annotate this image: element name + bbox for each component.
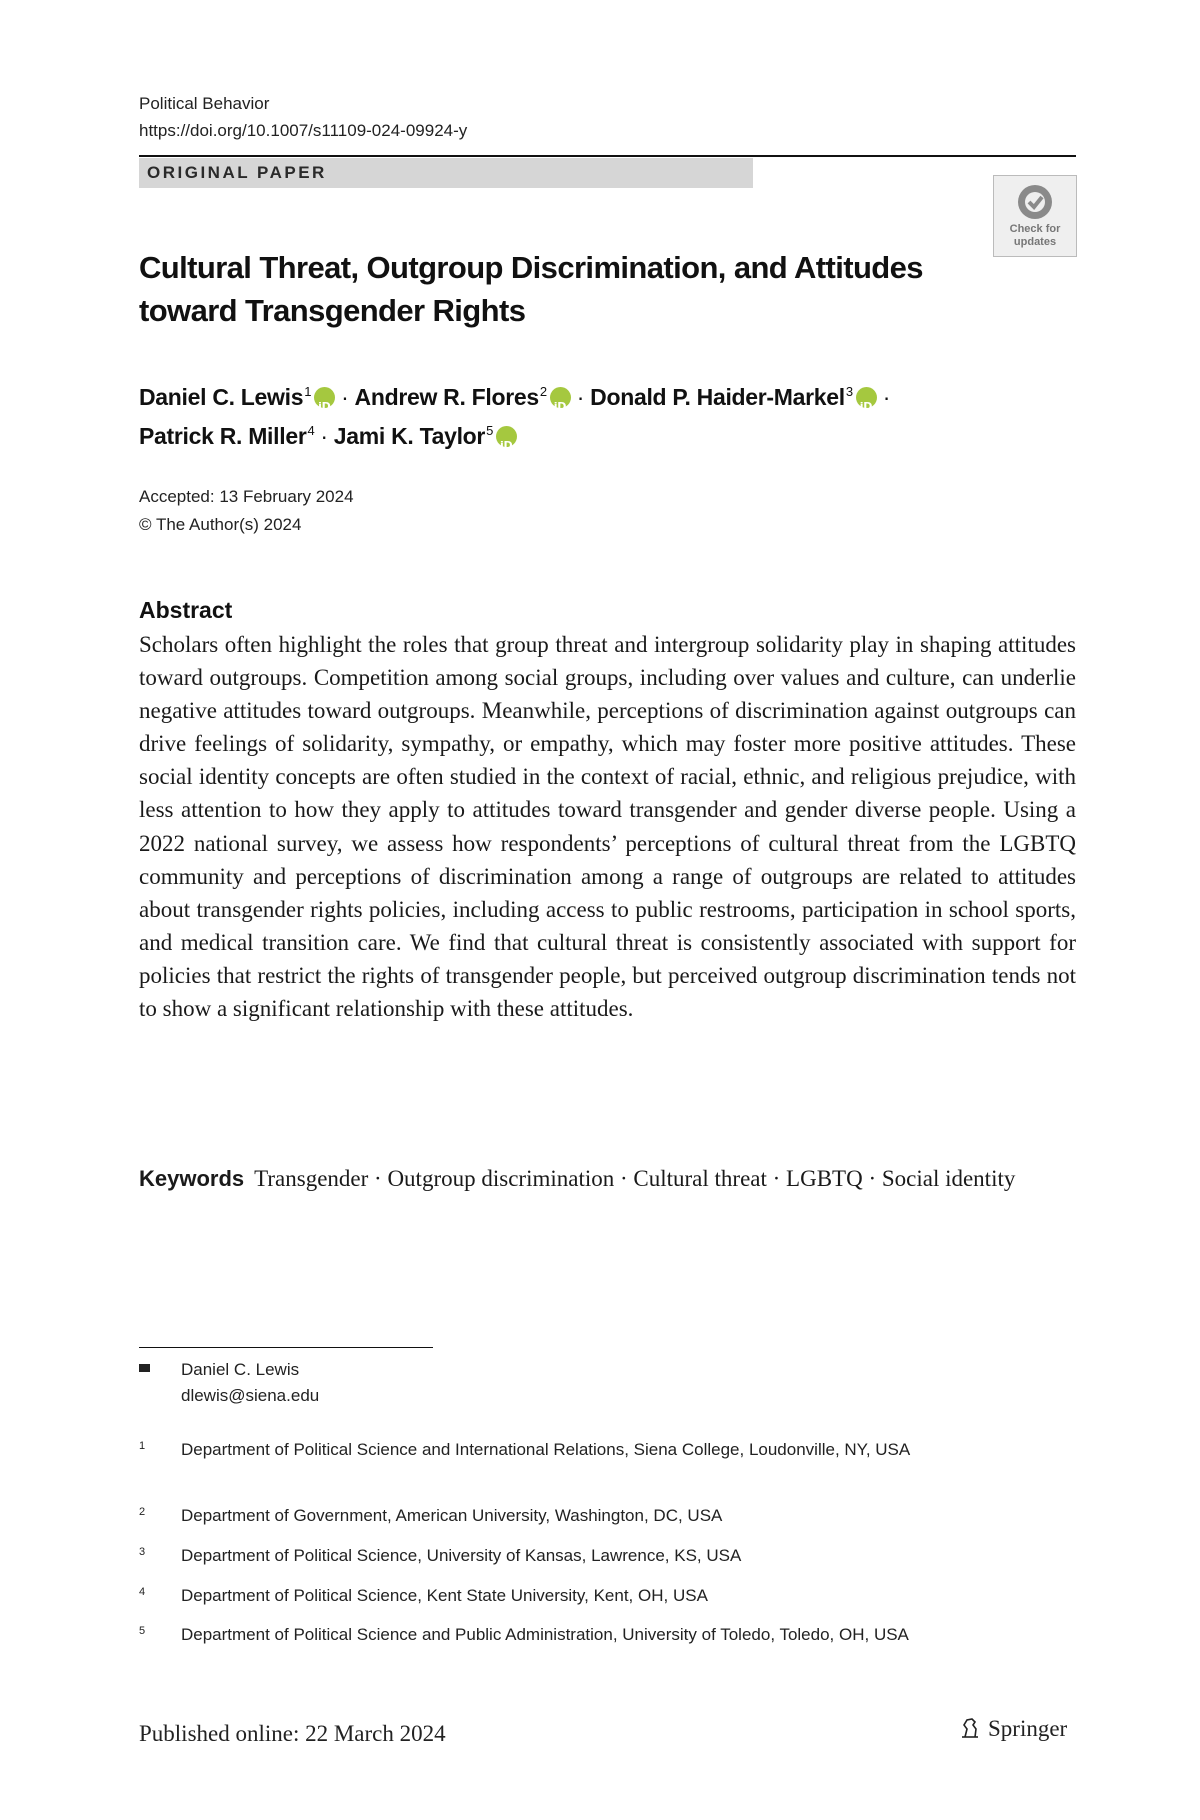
title-line-2: toward Transgender Rights xyxy=(139,293,526,328)
publisher-name: Springer xyxy=(988,1716,1068,1741)
affiliation-marker: 4 xyxy=(307,423,315,438)
corresponding-name: Daniel C. Lewis xyxy=(181,1360,300,1379)
doi-link[interactable]: https://doi.org/10.1007/s11109-024-09924-y xyxy=(139,121,468,140)
affiliation-text: Department of Political Science and International Relations, Siena College, Loudonville, NY, USA xyxy=(181,1440,911,1459)
affiliation-text: Department of Political Science, Kent State University, Kent, OH, USA xyxy=(181,1586,708,1605)
keywords-section xyxy=(139,1162,1019,1195)
affiliation-text: Department of Political Science, University of Kansas, Lawrence, KS, USA xyxy=(181,1546,742,1565)
copyright-notice: © The Author(s) 2024 xyxy=(139,515,302,534)
affiliation-1 xyxy=(139,1437,1039,1491)
affiliation-3 xyxy=(139,1543,1039,1571)
affiliation-marker: 1 xyxy=(304,384,312,399)
paper-title xyxy=(139,246,979,332)
affiliation-number: 3 xyxy=(139,1546,146,1558)
publisher-logo xyxy=(958,1716,1067,1742)
article-dates xyxy=(139,483,354,539)
header-rule xyxy=(139,155,1076,157)
affiliation-marker: 2 xyxy=(539,384,547,399)
orcid-icon[interactable] xyxy=(856,387,877,408)
affiliation-number: 2 xyxy=(139,1506,146,1518)
check-updates-label: Check for updates xyxy=(1009,223,1061,248)
orcid-icon[interactable] xyxy=(550,387,571,408)
title-line-1: Cultural Threat, Outgroup Discrimination, and Attitudes xyxy=(139,250,923,285)
abstract-text: Scholars often highlight the roles that group threat and intergroup solidarity play in shaping attitudes toward outgroups. Competition among social groups, including over values and culture, can underlie negative attitudes toward outgroups. Meanwhile, perceptions of discrimination against outgroups can drive feelings of solidarity, sympathy, or empathy, which may foster more positive attitudes. These social identity concepts are often studied in the context of racial, ethnic, and religious prejudice, with less attention to how they apply to attitudes toward transgender and gender diverse people. Using a 2022 national survey, we assess how respondents’ perceptions of cultural threat from the LGBTQ community and perceptions of discrimination among a range of outgroups are related to attitudes about transgender rights policies, including access to public restrooms, participation in school sports, and medical transition care. We find that cultural threat is consistently associated with support for policies that restrict the rights of transgender people, but perceived outgroup discrimination tends not to show a significant relationship with these attitudes. xyxy=(139,632,1076,1022)
affiliation-number: 4 xyxy=(139,1586,146,1598)
author-name[interactable]: Daniel C. Lewis xyxy=(139,384,304,410)
envelope-icon xyxy=(139,1364,150,1372)
orcid-icon[interactable] xyxy=(314,387,335,408)
keywords-label: Keywords xyxy=(139,1166,245,1191)
affiliation-marker: 3 xyxy=(845,384,853,399)
published-date: Published online: 22 March 2024 xyxy=(139,1721,446,1746)
author-name[interactable]: Patrick R. Miller xyxy=(139,423,307,449)
corresponding-author xyxy=(139,1357,1039,1411)
journal-info xyxy=(139,90,467,144)
keywords-text: Transgender · Outgroup discrimination · Cultural threat · LGBTQ · Social identity xyxy=(254,1166,1016,1191)
article-type-label: ORIGINAL PAPER xyxy=(147,163,327,182)
orcid-icon[interactable] xyxy=(496,426,517,447)
springer-horse-icon xyxy=(958,1716,982,1740)
check-for-updates-badge[interactable] xyxy=(993,175,1077,257)
author-name[interactable]: Donald P. Haider-Markel xyxy=(590,384,845,410)
article-type-banner xyxy=(139,158,753,188)
affiliation-number: 5 xyxy=(139,1625,146,1637)
affiliation-2 xyxy=(139,1503,1039,1531)
affiliation-5 xyxy=(139,1622,1039,1676)
affiliation-number: 1 xyxy=(139,1440,146,1452)
abstract-heading: Abstract xyxy=(139,597,233,623)
footnote-rule xyxy=(139,1347,433,1348)
author-name[interactable]: Andrew R. Flores xyxy=(354,384,539,410)
affiliation-text: Department of Political Science and Public Administration, University of Toledo, Toledo, OH, USA xyxy=(181,1625,909,1644)
corresponding-email[interactable]: dlewis@siena.edu xyxy=(181,1386,320,1405)
affiliation-4 xyxy=(139,1583,1039,1611)
affiliation-marker: 5 xyxy=(486,423,494,438)
accepted-date: Accepted: 13 February 2024 xyxy=(139,487,354,506)
journal-name: Political Behavior xyxy=(139,94,270,113)
author-name[interactable]: Jami K. Taylor xyxy=(333,423,486,449)
affiliation-text: Department of Government, American University, Washington, DC, USA xyxy=(181,1506,723,1525)
author-list: Daniel C. Lewis$^1$iD · Andrew R. Flores$^2$iD · Donald P. Haider-Markel$^3$iD · Patrick R. Miller$^4$ · Jami K. Taylor$^5$iD xyxy=(139,375,999,453)
